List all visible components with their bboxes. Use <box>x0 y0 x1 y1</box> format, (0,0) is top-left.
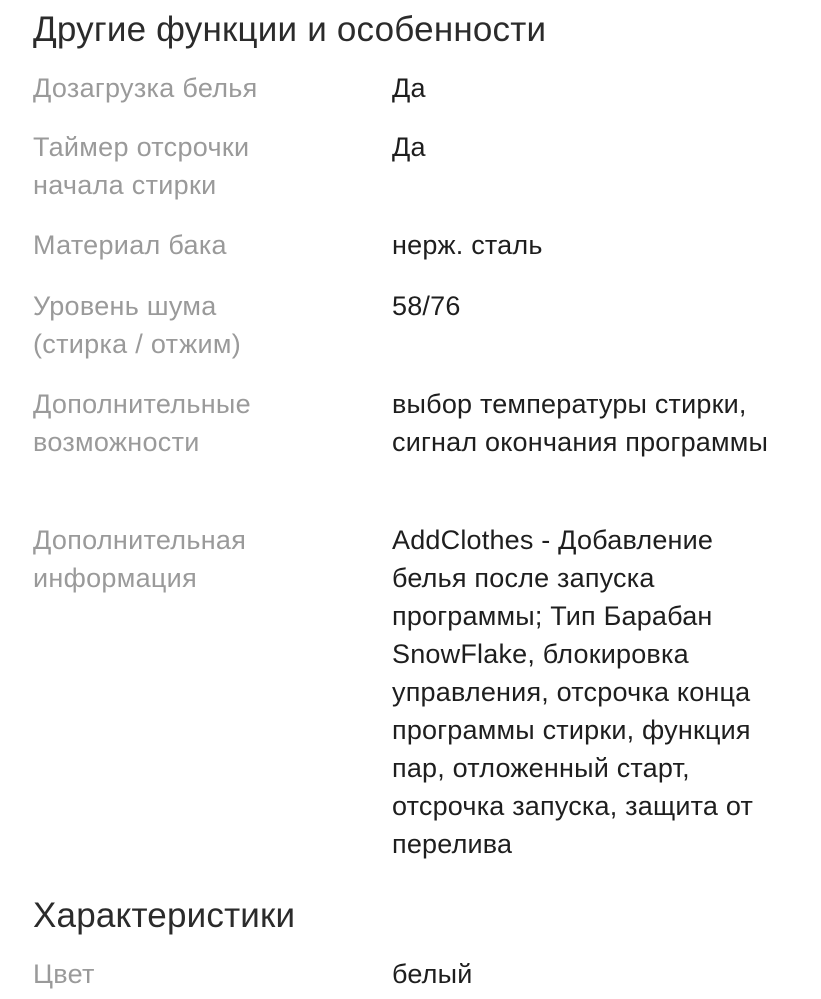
section-title-characteristics: Характеристики <box>33 896 296 935</box>
spec-label: Дозагрузка белья <box>33 73 258 103</box>
spec-label: Дополнительные возможности <box>33 389 251 457</box>
spec-value: выбор температуры стирки, сигнал окончания программы <box>392 389 769 457</box>
spec-label: Материал бака <box>33 230 227 260</box>
spec-label: Таймер отсрочки начала стирки <box>33 132 250 200</box>
spec-label: Уровень шума (стирка / отжим) <box>33 291 242 359</box>
section-title-other-features: Другие функции и особенности <box>33 10 547 49</box>
spec-value: белый <box>392 959 473 989</box>
spec-label: Цвет <box>33 959 95 989</box>
spec-value: 58/76 <box>392 291 461 321</box>
spec-label: Дополнительная информация <box>33 525 247 593</box>
spec-value: Да <box>392 73 426 103</box>
spec-value: нерж. сталь <box>392 230 543 260</box>
spec-value: AddClothes - Добавление белья после запуска программы; Тип Барабан SnowFlake, блокировка управления, отсрочка конца программы стирки, функция пар, отложенный старт, отсрочка запуска, защита от перелива <box>392 525 754 859</box>
spec-value: Да <box>392 132 426 162</box>
